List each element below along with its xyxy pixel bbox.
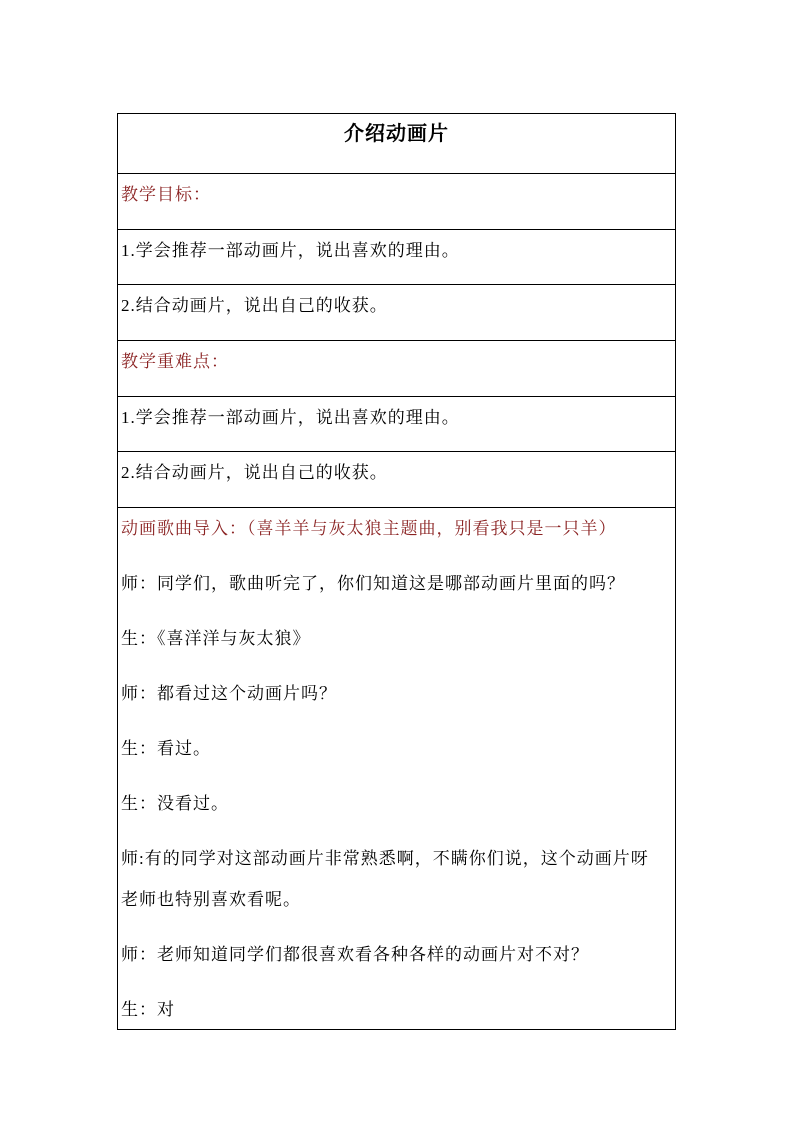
objective-row-1 xyxy=(118,230,675,285)
process-heading: 动画歌曲导入：（喜羊羊与灰太狼主题曲，别看我只是一只羊） xyxy=(121,519,617,538)
key-point-item-1: 1.学会推荐一部动画片，说出喜欢的理由。 xyxy=(121,408,460,427)
title-row xyxy=(118,114,675,174)
dialogue-line: 师：都看过这个动画片吗？ xyxy=(121,684,337,703)
key-point-row-2 xyxy=(118,452,675,508)
teaching-process-cell xyxy=(118,508,675,1029)
dialogue-paragraph xyxy=(121,728,675,769)
key-points-heading: 教学重难点： xyxy=(121,352,229,371)
key-points-heading-row xyxy=(118,341,675,397)
objective-row-2 xyxy=(118,285,675,341)
dialogue-line-continuation: 老师也特别喜欢看呢。 xyxy=(121,890,301,909)
lesson-plan-table xyxy=(117,113,676,1030)
dialogue-line: 生：《喜洋洋与灰太狼》 xyxy=(121,629,311,648)
dialogue-paragraph xyxy=(121,673,675,714)
objectives-heading: 教学目标： xyxy=(121,185,211,204)
process-heading-paragraph xyxy=(121,508,675,549)
objectives-heading-row xyxy=(118,174,675,230)
dialogue-paragraph xyxy=(121,618,675,659)
lesson-title: 介绍动画片 xyxy=(344,123,449,145)
dialogue-line: 师：同学们，歌曲听完了，你们知道这是哪部动画片里面的吗？ xyxy=(121,574,625,593)
dialogue-paragraph xyxy=(121,783,675,824)
dialogue-paragraph xyxy=(121,934,675,975)
dialogue-line: 师：老师知道同学们都很喜欢看各种各样的动画片对不对？ xyxy=(121,945,589,964)
dialogue-paragraph xyxy=(121,563,675,604)
key-point-item-2: 2.结合动画片，说出自己的收获。 xyxy=(121,463,388,482)
objective-item-2: 2.结合动画片，说出自己的收获。 xyxy=(121,296,388,315)
dialogue-line: 生：看过。 xyxy=(121,739,211,758)
key-point-row-1 xyxy=(118,397,675,452)
dialogue-paragraph xyxy=(121,838,675,920)
objective-item-1: 1.学会推荐一部动画片，说出喜欢的理由。 xyxy=(121,241,460,260)
dialogue-line: 师:有的同学对这部动画片非常熟悉啊，不瞒你们说，这个动画片呀 xyxy=(121,849,649,868)
dialogue-paragraph xyxy=(121,989,675,1029)
dialogue-line: 生：没看过。 xyxy=(121,794,229,813)
dialogue-line: 生：对 xyxy=(121,1000,175,1019)
